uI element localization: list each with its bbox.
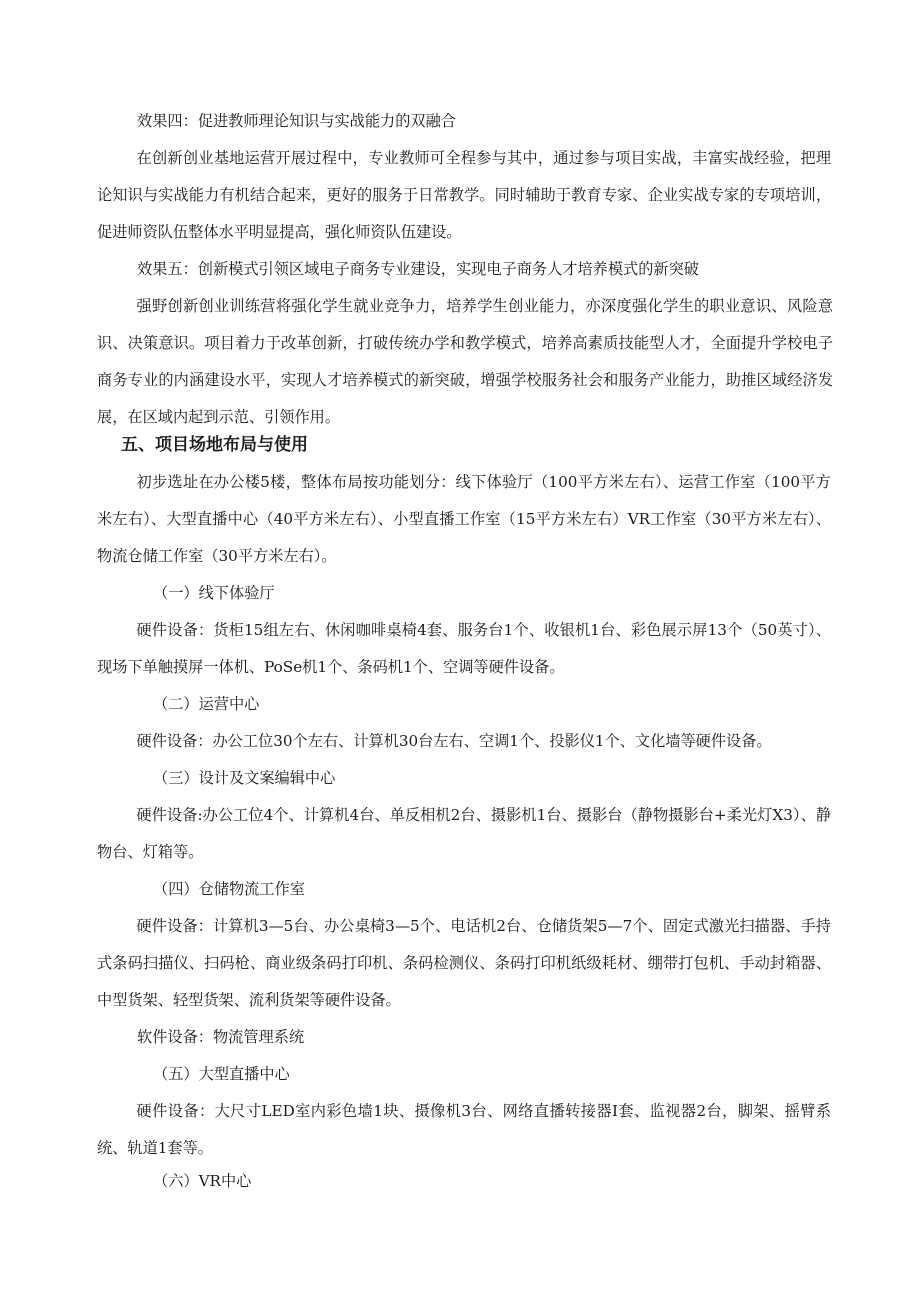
effect-four-paragraph: 在创新创业基地运营开展过程中，专业教师可全程参与其中，通过参与项目实战，丰富实战经验，把理论知识与实战能力有机结合起来，更好的服务于日常教学。同时辅助于教育专家、企业实战专家的专项培训，促进师资队伍整体水平明显提高，强化师资队伍建设。 [97,149,831,241]
section-five-heading: 五、项目场地布局与使用 [121,435,308,455]
subsection-2-hardware: 硬件设备：办公工位30个左右、计算机30台左右、空调1个、投影仪1个、文化墙等硬件设备。 [136,732,772,750]
effect-five-paragraph: 强野创新创业训练营将强化学生就业竞争力，培养学生创业能力，亦深度强化学生的职业意识、风险意识、决策意识。项目着力于改革创新，打破传统办学和教学模式，培养高素质技能型人才，全面提升学校电子商务专业的内涵建设水平，实现人才培养模式的新突破，增强学校服务社会和服务产业能力，助推区域经济发展，在区域内起到示范、引领作用。 [97,297,833,426]
subsection-5-hardware: 硬件设备：大尺寸LED室内彩色墙1块、摄像机3台、网络直播转接器I套、监视器2台，脚架、摇臂系统、轨道1套等。 [97,1102,831,1157]
subsection-1-hardware: 硬件设备：货柜15组左右、休闲咖啡桌椅4套、服务台1个、收银机1台、彩色展示屏13个（50英寸）、现场下单触摸屏一体机、PoSe机1个、条码机1个、空调等硬件设备。 [97,621,831,676]
effect-five-title: 效果五：创新模式引领区域电子商务专业建设，实现电子商务人才培养模式的新突破 [137,260,699,278]
subsection-3-hardware: 硬件设备:办公工位4个、计算机4台、单反相机2台、摄影机1台、摄影台（静物摄影台+柔光灯X3）、静物台、灯箱等。 [97,806,831,861]
subsection-4-software: 软件设备：物流管理系统 [137,1028,305,1046]
subsection-4-hardware: 硬件设备：计算机3—5台、办公桌椅3—5个、电话机2台、仓储货架5—7个、固定式激光扫描器、手持式条码扫描仪、扫码枪、商业级条码打印机、条码检测仪、条码打印机纸级耗材、绷带打包机、手动封箱器、中型货架、轻型货架、流利货架等硬件设备。 [97,917,831,1009]
subsection-1-title: （一）线下体验厅 [153,584,275,602]
site-layout-paragraph: 初步选址在办公楼5楼，整体布局按功能划分：线下体验厅（100平方米左右）、运营工作室（100平方米左右）、大型直播中心（40平方米左右）、小型直播工作室（15平方米左右）VR工作室（30平方米左右）、物流仓储工作室（30平方米左右）。 [97,473,831,565]
subsection-5-title: （五）大型直播中心 [153,1065,290,1083]
subsection-6-title: （六）VR中心 [153,1172,252,1190]
subsection-4-title: （四）仓储物流工作室 [153,880,305,898]
effect-four-title: 效果四：促进教师理论知识与实战能力的双融合 [137,112,456,130]
subsection-2-title: （二）运营中心 [153,695,260,713]
subsection-3-title: （三）设计及文案编辑中心 [153,769,336,787]
